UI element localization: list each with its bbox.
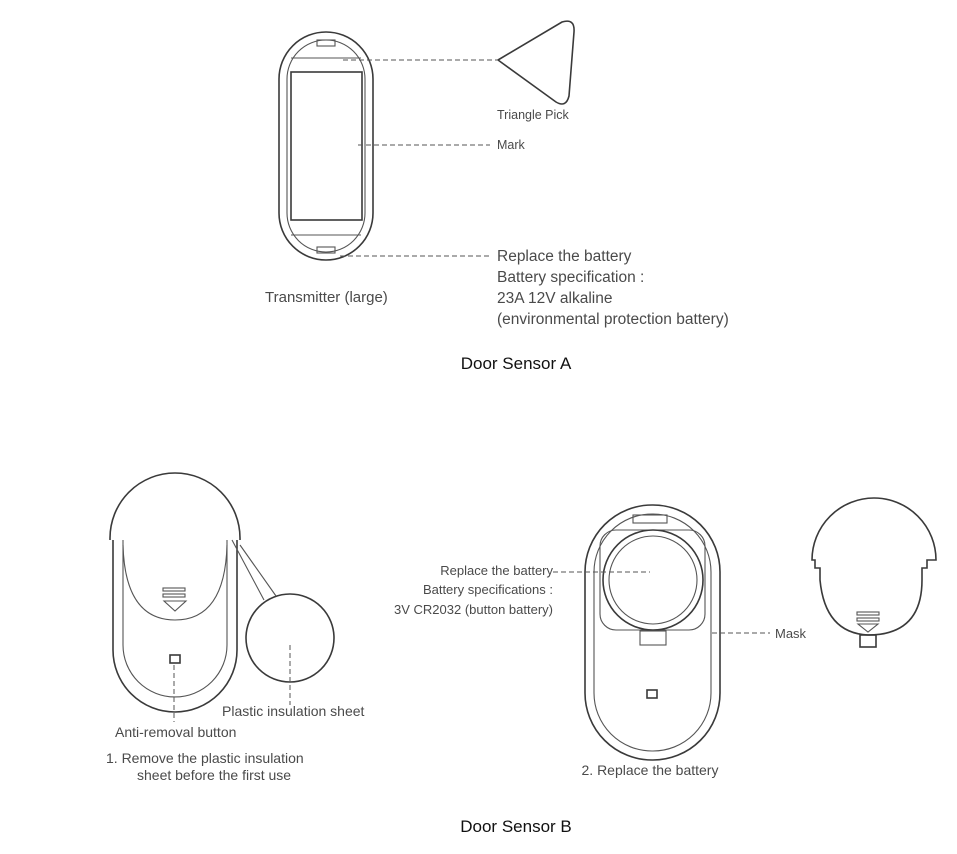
mask-drawing [812,498,936,647]
battery-b-spec-text [394,563,553,617]
battery-b-line-1: Replace the battery [440,563,553,578]
insulation-sheet-drawing [232,540,334,682]
battery-a-line-1: Replace the battery [497,248,632,265]
battery-a-spec-text [497,248,729,328]
sensor-b-open-drawing [585,505,720,760]
battery-b-line-3: 3V CR2032 (button battery) [394,602,553,617]
sensor-b-body-drawing [110,473,240,712]
transmitter-label: Transmitter (large) [265,289,388,306]
anti-removal-label: Anti-removal button [115,724,237,740]
mask-label: Mask [775,626,807,641]
insulation-sheet-label: Plastic insulation sheet [222,703,365,719]
battery-a-line-3: 23A 12V alkaline [497,290,613,307]
caption-door-sensor-a: Door Sensor A [460,354,572,373]
triangle-pick-label: Triangle Pick [497,108,569,122]
mark-label: Mark [497,138,525,152]
battery-a-line-4: (environmental protection battery) [497,311,729,328]
step1-line-1: 1. Remove the plastic insulation [106,750,304,766]
step2-label: 2. Replace the battery [581,762,719,778]
battery-b-line-2: Battery specifications : [422,582,553,597]
transmitter-large-drawing [279,32,373,260]
caption-door-sensor-b: Door Sensor B [460,817,572,836]
battery-a-line-2: Battery specification : [497,269,645,286]
step1-line-2: sheet before the first use [137,767,292,783]
triangle-pick-drawing [498,21,574,104]
